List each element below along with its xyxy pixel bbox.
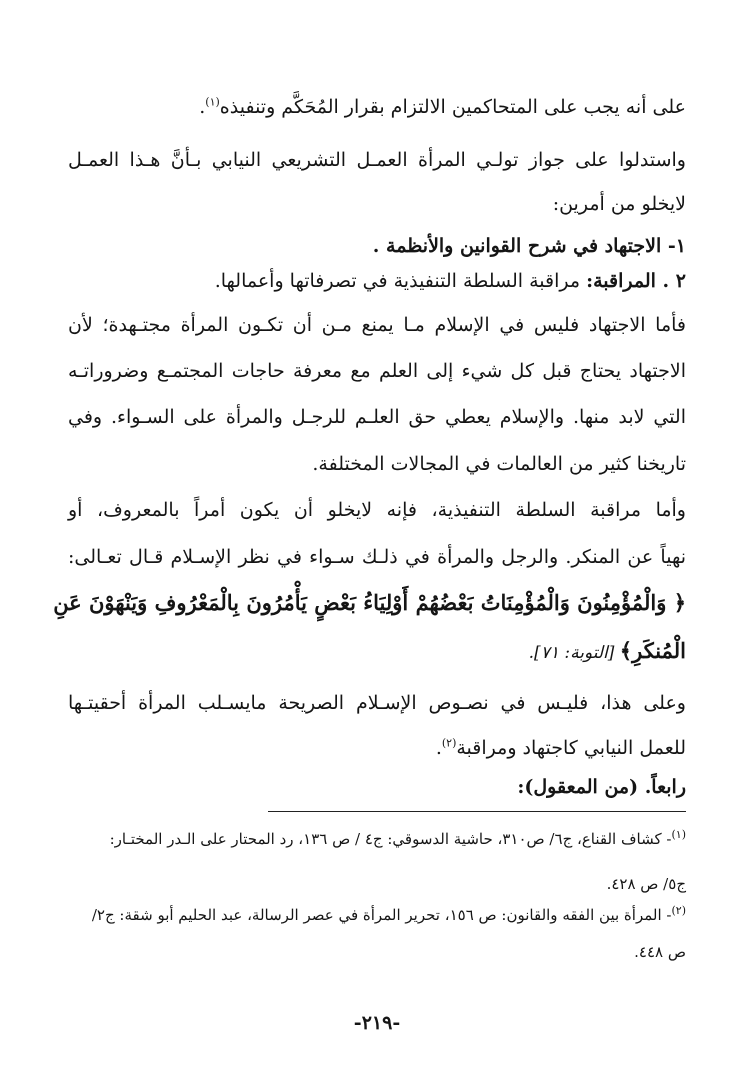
line-15-text: للعمل النيابي كاجتهاد ومراقبة (456, 737, 686, 759)
footnote-1-line-2: ج٥/ ص ٤٢٨. (606, 875, 686, 893)
line-1-text: على أنه يجب على المتحاكمين الالتزام بقرار المُحَكَّم وتنفيذه (219, 96, 686, 118)
footnote-ref-1[interactable]: (١) (205, 95, 220, 109)
page-number: -٢١٩- (353, 1012, 401, 1034)
line-1-end: . (199, 96, 206, 118)
list-item-monitoring-label: ٢ . المراقبة: (586, 270, 686, 292)
quran-reference: [التوبة: ٧١]. (528, 643, 620, 663)
quran-verse-line-2 (68, 638, 686, 666)
paragraph-line-10: وأما مراقبة السلطة التنفيذية، فإنه لايخلو أن يكون أمراً بالمعروف، أو (68, 499, 686, 521)
paragraph-line-11: نهياً عن المنكر. والرجل والمرأة في ذلـك سـواء في نظر الإسـلام قـال تعـالى: (68, 546, 686, 568)
quran-verse-line-1: ﴿ وَالْمُؤْمِنُونَ وَالْمُؤْمِنَاتُ بَعْضُهُمْ أَوْلِيَاءُ بَعْضٍ يَأْمُرُونَ بِالْمَعْرُوفِ وَيَنْهَوْنَ عَنِ (53, 590, 686, 615)
paragraph-line-6: فأما الاجتهاد فليس في الإسلام مـا يمنع مـن أن تكـون المرأة مجتـهدة؛ لأن (68, 314, 686, 336)
paragraph-line-14: وعلى هذا، فليـس في نصـوص الإسـلام الصريحة مايسـلب المرأة أحقيتـها (68, 692, 686, 714)
footnote-1-line-1 (68, 828, 686, 850)
footnote-divider (268, 811, 686, 812)
footnote-1-marker: (١) (671, 828, 686, 841)
section-heading-fourth: رابعاً. (من المعقول): (517, 776, 686, 798)
quran-verse-end: الْمُنكَرِ﴾ (619, 638, 686, 663)
footnote-1-text: - كشاف القناع، ج٦/ ص٣١٠، حاشية الدسوقي: ج٤ / ص ١٣٦، رد المحتار على الـدر المختـار: (109, 830, 672, 848)
paragraph-line-8: التي لابد منها. والإسلام يعطي حق العلـم للرجـل والمرأة على السـواء. وفي (68, 406, 686, 428)
paragraph-line-3: لايخلو من أمرين: (552, 193, 686, 215)
paragraph-line-2: واستدلوا على جواز تولـي المرأة العمـل التشريعي النيابي بـأنَّ هـذا العمـل (68, 149, 686, 171)
list-item-ijtihad: ١- الاجتهاد في شرح القوانين والأنظمة . (372, 235, 686, 257)
paragraph-line-7: الاجتهاد يحتاج قبل كل شيء إلى العلم مع معرفة حاجات المجتمـع وضروراتـه (68, 360, 686, 382)
paragraph-line-9: تاريخنا كثير من العالمات في المجالات المختلفة. (312, 453, 686, 475)
paragraph-line-1 (68, 94, 686, 120)
line-15-end: . (435, 737, 442, 759)
list-item-monitoring-text: مراقبة السلطة التنفيذية في تصرفاتها وأعمالها. (214, 270, 587, 292)
footnote-ref-2[interactable]: (٢) (441, 736, 457, 750)
footnote-2-line-2: ص ٤٤٨. (634, 943, 686, 961)
footnote-2-text: - المرأة بين الفقه والقانون: ص ١٥٦، تحرير المرأة في عصر الرسالة، عبد الحليم أبو شقة: ج٢/ (91, 906, 672, 924)
paragraph-line-15 (68, 735, 686, 761)
list-item-monitoring (68, 268, 686, 294)
footnote-2-marker: (٢) (671, 904, 686, 917)
footnote-2-line-1 (68, 904, 686, 926)
